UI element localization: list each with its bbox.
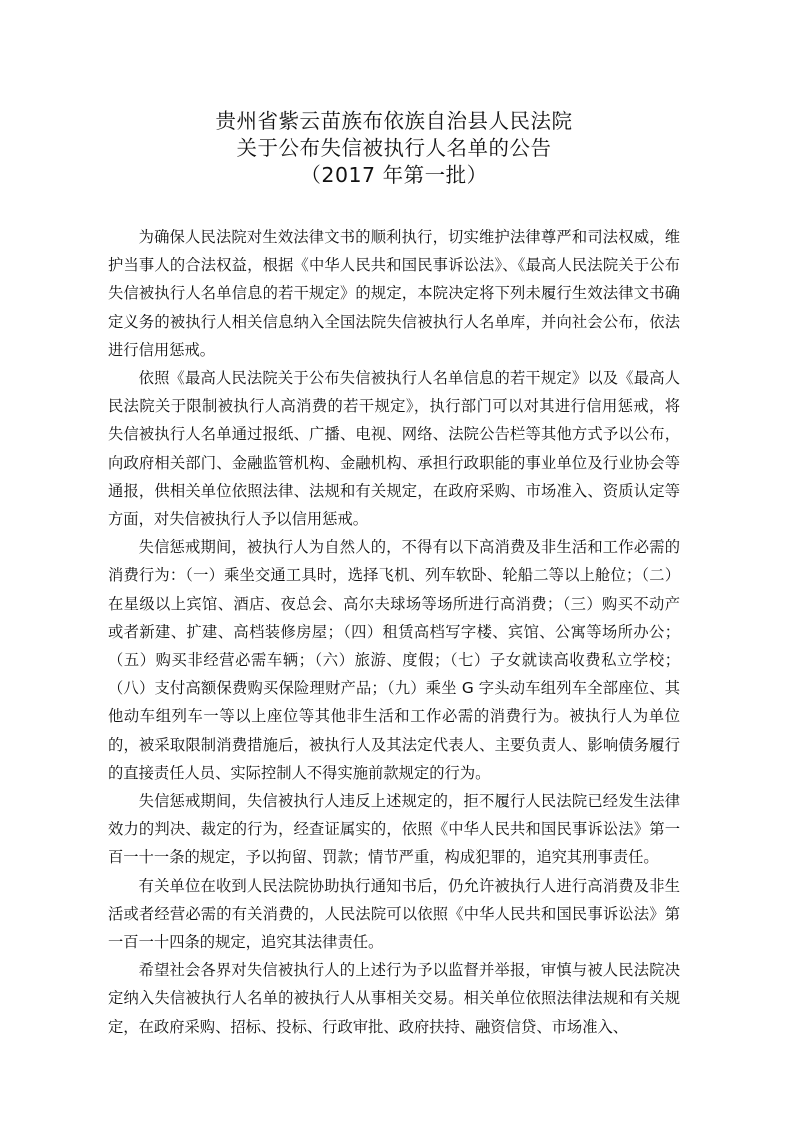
announcement-body [108,223,680,1041]
paragraph-public-supervision: 希望社会各界对失信被执行人的上述行为予以监督并举报，审慎与被人民法院决定纳入失信被执行人名单的被执行人从事相关交易。相关单位依照法律法规和有关规定，在政府采购、招标、投标、行政审批、政府扶持、融资信贷、市场准入、 [108,961,680,1036]
paragraph-consumption-restrictions: 失信惩戒期间，被执行人为自然人的，不得有以下高消费及非生活和工作必需的消费行为：（一）乘坐交通工具时，选择飞机、列车软卧、轮船二等以上舱位；（二）在星级以上宾馆、酒店、夜总会、高尔夫球场等场所进行高消费；（三）购买不动产或者新建、扩建、高档装修房屋；（四）租赁高档写字楼、宾馆、公寓等场所办公；（五）购买非经营必需车辆；（六）旅游、度假；（七）子女就读高收费私立学校；（八）支付高额保费购买保险理财产品；（九）乘坐 G 字头动车组列车全部座位、其他动车组列车一等以上座位等其他非生活和工作必需的消费行为。被执行人为单位的，被采取限制消费措施后，被执行人及其法定代表人、主要负责人、影响债务履行的直接责任人员、实际控制人不得实施前款规定的行为。 [108,538,680,782]
paragraph-purpose: 为确保人民法院对生效法律文书的顺利执行，切实维护法律尊严和司法权威，维护当事人的合法权益，根据《中华人民共和国民事诉讼法》、《最高人民法院关于公布失信被执行人名单信息的若干规定》的规定，本院决定将下列未履行生效法律文书确定义务的被执行人相关信息纳入全国法院失信被执行人名单库，并向社会公布，依法进行信用惩戒。 [108,228,680,359]
announcement-title [108,108,680,189]
paragraph-legal-basis: 依照《最高人民法院关于公布失信被执行人名单信息的若干规定》以及《最高人民法院关于限制被执行人高消费的若干规定》，执行部门可以对其进行信用惩戒，将失信被执行人名单通过报纸、广播、电视、网络、法院公告栏等其他方式予以公布，向政府相关部门、金融监管机构、金融机构、承担行政职能的事业单位及行业协会等通报，供相关单位依照法律、法规和有关规定，在政府采购、市场准入、资质认定等方面，对失信被执行人予以信用惩戒。 [108,369,680,529]
court-name-title: 贵州省紫云苗族布依族自治县人民法院 [215,109,573,133]
batch-title: （2017 年第一批） [300,163,488,187]
paragraph-violation-penalties: 失信惩戒期间，失信被执行人违反上述规定的，拒不履行人民法院已经发生法律效力的判决、裁定的行为，经查证属实的，依照《中华人民共和国民事诉讼法》第一百一十一条的规定，予以拘留、罚款；情节严重，构成犯罪的，追究其刑事责任。 [108,792,680,867]
paragraph-unit-liability: 有关单位在收到人民法院协助执行通知书后，仍允许被执行人进行高消费及非生活或者经营必需的有关消费的，人民法院可以依照《中华人民共和国民事诉讼法》第一百一十四条的规定，追究其法律责任。 [108,876,680,952]
announcement-subject-title: 关于公布失信被执行人名单的公告 [236,136,552,160]
